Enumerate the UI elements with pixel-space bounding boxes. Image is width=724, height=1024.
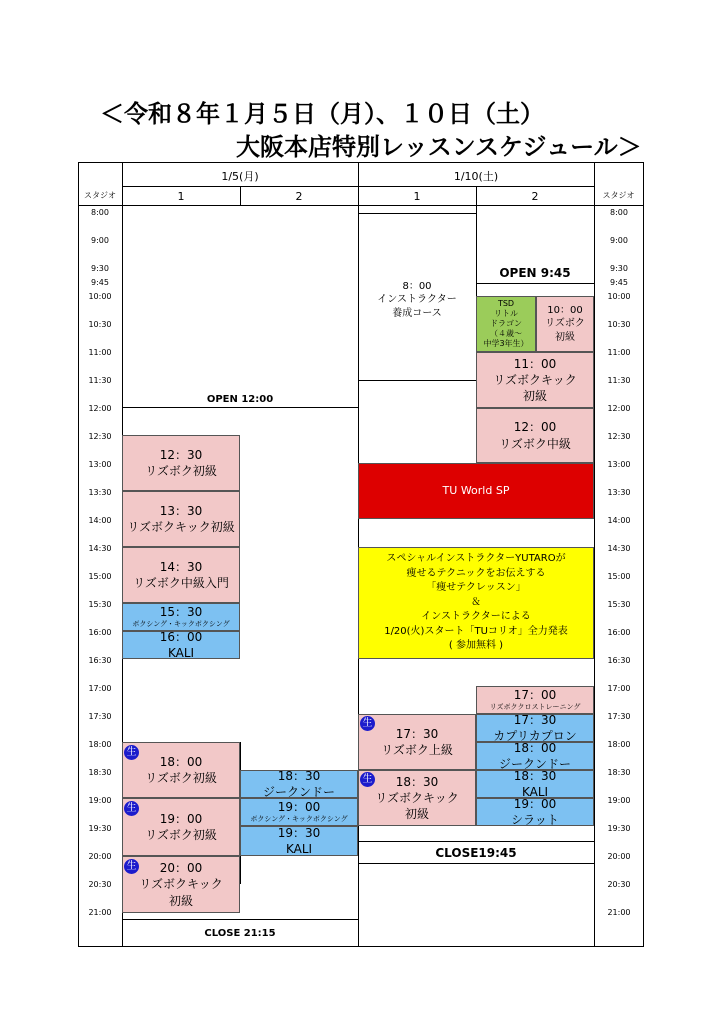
lesson-name-2: 初級 (522, 389, 547, 404)
time-label: 16:30 (607, 656, 631, 665)
lesson-name: KALI (285, 842, 313, 856)
time-label: 16:30 (88, 656, 112, 665)
time-label: 10:30 (88, 320, 112, 329)
lesson-block[interactable] (122, 742, 240, 798)
time-label: 13:00 (607, 460, 631, 469)
time-label: 15:30 (88, 600, 112, 609)
lesson-block[interactable] (536, 296, 594, 352)
lesson-line: 中学3年生） (483, 339, 529, 348)
lesson-time: 10：00 (547, 304, 583, 316)
time-label: 10:30 (607, 320, 631, 329)
time-label: 17:30 (607, 712, 631, 721)
lesson-name-2: 初級 (555, 331, 575, 343)
event-line: スペシャルインストラクターYUTAROが (386, 553, 566, 565)
event-line: 痩せるテクニックをお伝えする (406, 567, 546, 579)
live-badge-icon: 生 (360, 716, 375, 731)
lesson-block[interactable] (122, 435, 240, 491)
close-marker-day1: CLOSE 21:15 (204, 928, 276, 939)
studio-label-right: スタジオ (602, 191, 635, 200)
lesson-block[interactable] (359, 270, 475, 330)
time-label: 10:00 (88, 292, 112, 301)
live-badge-icon: 生 (124, 859, 139, 874)
time-label: 20:30 (607, 880, 631, 889)
lesson-time: 17：30 (513, 714, 557, 727)
time-label: 13:30 (88, 488, 112, 497)
lesson-name: ボクシング・キックボクシング (250, 815, 348, 824)
close-marker-day2: CLOSE19:45 (435, 846, 517, 860)
time-label: 18:00 (607, 740, 631, 749)
lesson-line: リトル (494, 309, 518, 318)
open-marker-day2: OPEN 9:45 (499, 266, 571, 280)
lesson-block[interactable] (240, 826, 358, 856)
event-name: TU World SP (442, 483, 510, 497)
time-label: 14:00 (607, 516, 631, 525)
lesson-name-2: 初級 (404, 807, 429, 822)
lesson-line: （４歳～ (490, 329, 522, 338)
lesson-time: 19：00 (277, 800, 321, 815)
lesson-block[interactable] (122, 631, 240, 659)
time-label: 10:00 (607, 292, 631, 301)
event-block-special[interactable] (358, 547, 594, 659)
time-label: 17:30 (88, 712, 112, 721)
lesson-name-2: 養成コース (392, 307, 442, 319)
lesson-name: リズボク中級 (499, 436, 571, 451)
time-label: 15:00 (607, 572, 631, 581)
time-label: 9:45 (610, 278, 628, 287)
lesson-name: リズボク中級入門 (133, 576, 229, 590)
time-label: 19:00 (607, 796, 631, 805)
time-label: 11:00 (607, 348, 631, 357)
time-label: 15:30 (607, 600, 631, 609)
lesson-block[interactable] (122, 856, 240, 913)
lesson-time: 18：30 (513, 770, 557, 783)
time-label: 11:30 (88, 376, 112, 385)
time-label: 15:00 (88, 572, 112, 581)
lesson-block[interactable] (476, 770, 594, 798)
event-line: インストラクターによる (421, 611, 531, 623)
title-line-2: 大阪本店特別レッスンスケジュール＞ (236, 133, 642, 161)
lesson-name: インストラクター (377, 294, 457, 306)
lesson-name: KALI (167, 646, 195, 659)
time-label: 21:00 (607, 908, 631, 917)
lesson-block[interactable] (476, 798, 594, 826)
lesson-block[interactable] (476, 686, 594, 714)
time-label: 14:30 (607, 544, 631, 553)
time-label: 19:30 (88, 824, 112, 833)
lesson-name: リズボククロストレーニング (489, 703, 581, 712)
date-header-1: 1/5(月) (221, 170, 259, 183)
lesson-block[interactable] (476, 352, 594, 408)
lesson-block[interactable] (358, 770, 476, 826)
lesson-block[interactable] (476, 408, 594, 463)
live-badge-icon: 生 (124, 745, 139, 760)
time-label: 18:00 (88, 740, 112, 749)
time-label: 16:00 (607, 628, 631, 637)
time-label: 8:00 (610, 208, 628, 217)
lesson-time: 13：30 (159, 503, 203, 518)
date-header-2: 1/10(土) (453, 170, 499, 183)
lesson-name: リズボク上級 (381, 743, 453, 757)
time-label: 17:00 (88, 684, 112, 693)
event-line: ( 参加無料 ) (448, 640, 504, 652)
studio-label-left: スタジオ (84, 191, 116, 200)
lesson-block[interactable] (240, 770, 358, 798)
time-label: 9:00 (610, 236, 628, 245)
time-label: 13:30 (607, 488, 631, 497)
time-label: 19:00 (88, 796, 112, 805)
event-line: ＆ (471, 596, 481, 608)
lesson-name: リズボク初級 (145, 828, 217, 842)
time-label: 20:30 (88, 880, 112, 889)
lesson-time: 14：30 (159, 559, 203, 574)
lesson-time: 16：00 (159, 631, 203, 644)
time-label: 18:30 (88, 768, 112, 777)
lesson-name: KALI (521, 785, 549, 798)
lesson-name: リズボクキック (493, 372, 577, 387)
time-label: 12:00 (88, 404, 112, 413)
lesson-name: リズボクキック初級 (127, 520, 235, 534)
time-label: 11:30 (607, 376, 631, 385)
studio-header-d2-1: 1 (413, 190, 421, 203)
lesson-block[interactable] (476, 714, 594, 742)
lesson-block[interactable] (122, 798, 240, 856)
lesson-time: 18：30 (277, 770, 321, 783)
lesson-time: 18：30 (395, 774, 439, 789)
time-label: 14:00 (88, 516, 112, 525)
lesson-line: ドラゴン (490, 319, 522, 328)
lesson-block[interactable] (476, 742, 594, 770)
lesson-time: 20：00 (159, 861, 203, 876)
live-badge-icon: 生 (360, 772, 375, 787)
lesson-name: リズボクキック (375, 790, 459, 805)
lesson-name: ボクシング・キックボクシング (132, 620, 230, 629)
lesson-block[interactable] (122, 547, 240, 603)
lesson-time: 18：00 (513, 742, 557, 755)
lesson-time: 18：00 (159, 754, 203, 769)
event-line: 「痩せテクレッスン」 (426, 582, 526, 594)
time-label: 9:30 (610, 264, 628, 273)
time-label: 12:30 (88, 432, 112, 441)
lesson-time: 17：00 (513, 688, 557, 703)
lesson-block[interactable] (240, 798, 358, 826)
lesson-block[interactable] (476, 296, 536, 352)
lesson-time: 12：00 (513, 420, 557, 435)
time-label: 13:00 (88, 460, 112, 469)
lesson-block[interactable] (358, 714, 476, 770)
time-label: 12:00 (607, 404, 631, 413)
lesson-time: 19：00 (159, 811, 203, 826)
lesson-name: リズボク (545, 318, 585, 330)
time-label: 9:45 (91, 278, 109, 287)
time-label: 14:30 (88, 544, 112, 553)
time-label: 11:00 (88, 348, 112, 357)
lesson-block[interactable] (122, 603, 240, 631)
time-label: 8:00 (91, 208, 109, 217)
lesson-time: 19：30 (277, 826, 321, 840)
studio-header-d2-2: 2 (531, 190, 539, 203)
lesson-name: カプリカプロン (493, 729, 577, 742)
time-label: 21:00 (88, 908, 112, 917)
lesson-name: リズボク初級 (145, 771, 217, 785)
time-label: 9:00 (91, 236, 109, 245)
lesson-time: 11：00 (513, 356, 557, 371)
time-label: 16:00 (88, 628, 112, 637)
live-badge-icon: 生 (124, 801, 139, 816)
lesson-name: リズボク初級 (145, 464, 217, 478)
lesson-time: 17：30 (395, 726, 439, 741)
lesson-time: 15：30 (159, 605, 203, 620)
lesson-name: ジークンドー (262, 785, 335, 798)
lesson-name: シラット (511, 813, 559, 826)
title-line-1: ＜令和８年１月５日（月）、１０日（土） (100, 100, 544, 128)
event-line: 1/20(火)スタート「TUコリオ」全力発表 (384, 625, 568, 637)
time-label: 19:30 (607, 824, 631, 833)
lesson-time: 19：00 (513, 798, 557, 811)
time-label: 12:30 (607, 432, 631, 441)
lesson-line: TSD (497, 299, 515, 308)
studio-header-d1-1: 1 (177, 190, 185, 203)
time-label: 18:30 (607, 768, 631, 777)
time-label: 17:00 (607, 684, 631, 693)
time-label: 9:30 (91, 264, 109, 273)
event-block-tu-world[interactable] (358, 463, 594, 519)
lesson-name: ジークンドー (498, 757, 571, 770)
time-label: 20:00 (607, 852, 631, 861)
lesson-block[interactable] (122, 491, 240, 547)
open-marker-day1: OPEN 12:00 (206, 394, 274, 405)
lesson-time: 8：00 (402, 280, 432, 292)
lesson-name: リズボクキック (139, 877, 223, 892)
studio-header-d1-2: 2 (295, 190, 303, 203)
time-label: 20:00 (88, 852, 112, 861)
lesson-name-2: 初級 (168, 893, 193, 908)
lesson-time: 12：30 (159, 447, 203, 462)
